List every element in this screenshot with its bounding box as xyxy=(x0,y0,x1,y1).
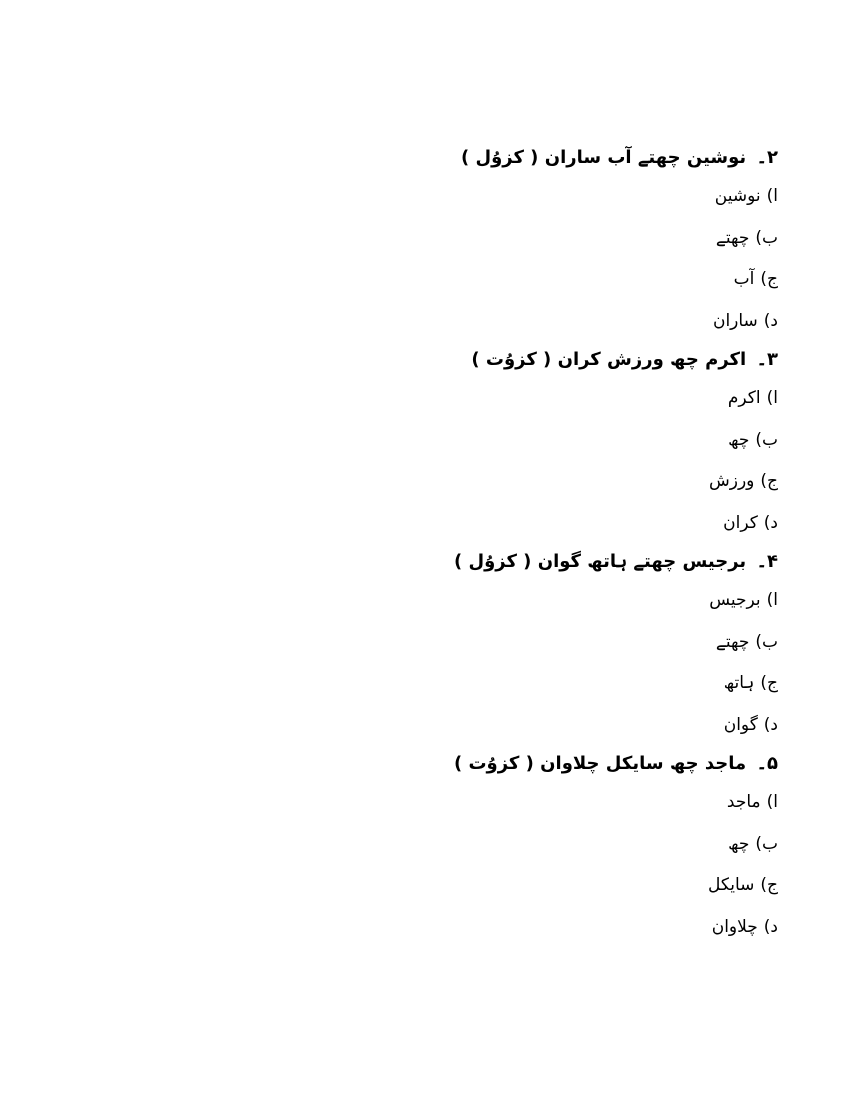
option-letter: ج) xyxy=(760,673,778,693)
option-letter: ا) xyxy=(766,388,778,408)
option-dal xyxy=(448,705,778,747)
option-text: نوشین xyxy=(714,186,761,206)
option-text: چھتے xyxy=(715,227,750,248)
option-alif xyxy=(448,378,778,420)
question-3 xyxy=(448,342,778,544)
question-line xyxy=(448,544,778,580)
option-text: سایکل xyxy=(707,875,755,895)
question-5 xyxy=(448,746,778,948)
option-letter: د) xyxy=(763,916,778,937)
option-text: اکرم xyxy=(727,388,761,408)
option-alif xyxy=(448,580,778,622)
option-text: چھ xyxy=(728,833,750,854)
question-line xyxy=(448,140,778,176)
option-letter: ب) xyxy=(755,227,778,248)
question-line xyxy=(448,746,778,782)
question-hint: ( کزوُت ) xyxy=(471,349,552,370)
option-text: چھتے xyxy=(715,631,750,652)
question-hint: ( کزوُل ) xyxy=(453,551,532,572)
question-sentence: برجیس چھتے ہاتھ گوان xyxy=(537,551,747,572)
option-dal xyxy=(448,907,778,949)
option-text: چھ xyxy=(728,429,750,450)
option-letter: ا) xyxy=(766,186,778,206)
option-dal xyxy=(448,503,778,545)
question-sentence: ماجد چھ سایکل چلاوان xyxy=(540,753,747,774)
option-be xyxy=(448,420,778,462)
option-letter: د) xyxy=(763,310,778,331)
question-sentence: نوشین چھتے آب ساران xyxy=(544,147,747,168)
option-dal xyxy=(448,301,778,343)
question-4 xyxy=(448,544,778,746)
question-hint: ( کزوُت ) xyxy=(453,753,534,774)
option-jeem xyxy=(448,461,778,503)
question-line xyxy=(448,342,778,378)
option-letter: ب) xyxy=(755,429,778,450)
option-be xyxy=(448,622,778,664)
option-be xyxy=(448,218,778,260)
option-text: چلاوان xyxy=(711,916,758,937)
option-letter: ج) xyxy=(760,471,778,491)
option-text: گوان xyxy=(723,714,758,735)
question-number: ۵۔ xyxy=(756,753,778,774)
option-letter: ا) xyxy=(766,590,778,610)
option-jeem xyxy=(448,663,778,705)
option-letter: ج) xyxy=(760,875,778,895)
option-text: کران xyxy=(723,512,758,533)
question-hint: ( کزوُل ) xyxy=(460,147,539,168)
option-letter: ب) xyxy=(755,631,778,652)
option-text: ہاتھ xyxy=(723,673,755,693)
option-letter: د) xyxy=(763,512,778,533)
option-letter: ب) xyxy=(755,833,778,854)
option-jeem xyxy=(448,259,778,301)
option-letter: ا) xyxy=(766,792,778,812)
option-text: ساران xyxy=(712,310,758,331)
option-alif xyxy=(448,176,778,218)
question-number: ۴۔ xyxy=(756,551,778,572)
option-text: ماجد xyxy=(726,792,761,812)
option-letter: ج) xyxy=(760,269,778,289)
option-text: آب xyxy=(733,269,755,289)
question-list xyxy=(448,140,778,948)
question-number: ۲۔ xyxy=(756,147,778,168)
option-letter: د) xyxy=(763,714,778,735)
question-sentence: اکرم چھ ورزش کران xyxy=(557,349,747,370)
option-text: ورزش xyxy=(709,471,755,491)
question-2 xyxy=(448,140,778,342)
option-be xyxy=(448,824,778,866)
option-alif xyxy=(448,782,778,824)
option-text: برجیس xyxy=(709,590,761,610)
option-jeem xyxy=(448,865,778,907)
question-number: ۳۔ xyxy=(756,349,778,370)
